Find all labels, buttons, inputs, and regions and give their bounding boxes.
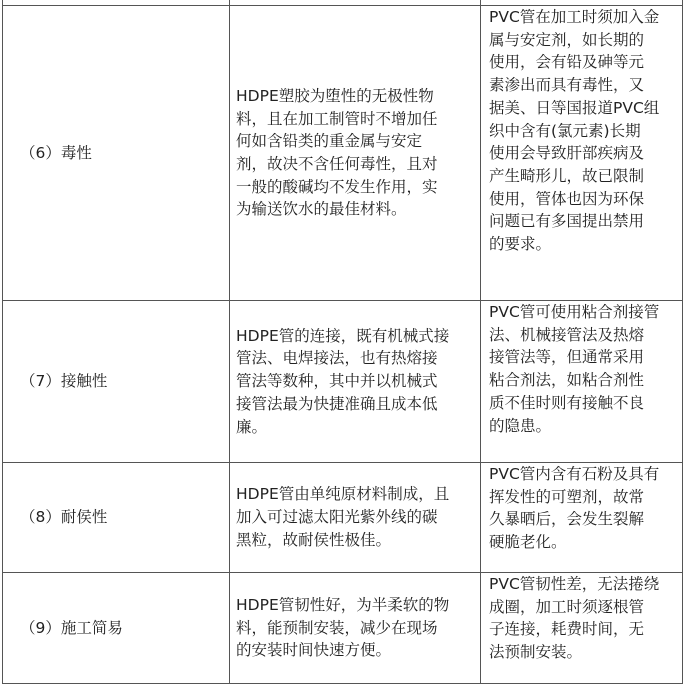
text-line: 素渗出而具有毒性，又 (489, 76, 645, 95)
row-label: （9）施工简易 (3, 573, 230, 684)
row-label: （8）耐侯性 (3, 463, 230, 573)
text-line: 为输送饮水的最佳材料。 (236, 200, 407, 219)
text-line: HDPE管由单纯原材料制成，且 (236, 485, 450, 504)
pvc-description (481, 463, 683, 573)
pvc-description (481, 573, 683, 684)
text-line: 挥发性的可塑剂，故常 (489, 487, 645, 506)
text-line: 一般的酸碱均不发生作用，实 (236, 177, 438, 196)
text-line: 接管法最为快捷准确且成本低 (236, 394, 438, 413)
text-line: 的要求。 (489, 235, 552, 254)
text-line: PVC管可使用粘合剂接管 (489, 303, 660, 321)
text-line: 的隐患。 (489, 416, 552, 435)
text-line: 使用会导致肝部疾病及 (489, 144, 645, 163)
pvc-description (481, 301, 683, 463)
text-line: 粘合剂法，如粘合剂性 (489, 371, 645, 390)
text-line: 剂，故决不含任何毒性，且对 (236, 155, 438, 173)
text-line: HDPE管的连接，既有机械式接 (236, 326, 450, 345)
text-line: 法预制安装。 (489, 643, 583, 662)
text-line: 法、机械接管法及热熔 (489, 325, 645, 344)
text-line: HDPE管韧性好，为半柔软的物 (236, 595, 450, 614)
text-line: PVC管内含有石粉及具有 (489, 465, 660, 483)
table-row-contact (3, 301, 683, 463)
text-line: 廉。 (236, 417, 268, 436)
row-label: （7）接触性 (3, 301, 230, 463)
hdpe-description (230, 463, 481, 573)
text-line: 接管法等，但通常采用 (489, 348, 645, 367)
text-line: 何如含铅类的重金属与安定 (236, 132, 423, 151)
text-line: 子连接，耗费时间，无 (489, 620, 645, 639)
comparison-table (2, 0, 683, 684)
text-line: 料，且在加工制管时不增加任 (236, 109, 438, 128)
text-line: 问题已有多国提出禁用 (489, 212, 645, 231)
text-line: 黑粒，故耐侯性极佳。 (236, 530, 392, 549)
text-line: 硬脆老化。 (489, 533, 567, 552)
text-line: 管法、电焊接法，也有热熔接 (236, 349, 438, 368)
text-line: 久暴晒后，会发生裂解 (489, 510, 645, 529)
text-line: 成圈，加工时须逐根管 (489, 597, 645, 616)
text-line: 使用，管体也因为环保 (489, 189, 645, 208)
text-line: 使用，会有铅及砷等元 (489, 53, 645, 72)
text-line: PVC管韧性差，无法捲绕 (489, 575, 660, 593)
table-row-weather-resistance (3, 463, 683, 573)
text-line: 料，能预制安装，减少在现场 (236, 618, 438, 637)
text-line: 的安装时间快速方便。 (236, 641, 392, 660)
text-line: 属与安定剂，如长期的 (489, 30, 645, 49)
text-line: 织中含有(氯元素)长期 (489, 121, 641, 140)
row-label: （6）毒性 (3, 6, 230, 301)
table-row-toxicity (3, 6, 683, 301)
text-line: 加入可过滤太阳光紫外线的碳 (236, 508, 438, 527)
table-row-easy-construction (3, 573, 683, 684)
pvc-description (481, 6, 683, 301)
text-line: PVC管在加工时须加入金 (489, 8, 660, 26)
text-line: 产生畸形儿，故已限制 (489, 166, 645, 185)
text-line: 质不佳时则有接触不良 (489, 393, 645, 412)
hdpe-description (230, 301, 481, 463)
text-line: 管法等数种，其中并以机械式 (236, 372, 438, 391)
text-line: HDPE塑胶为堕性的无极性物 (236, 86, 434, 105)
hdpe-description (230, 6, 481, 301)
text-line: 据美、日等国报道PVC组 (489, 98, 660, 117)
hdpe-description (230, 573, 481, 684)
